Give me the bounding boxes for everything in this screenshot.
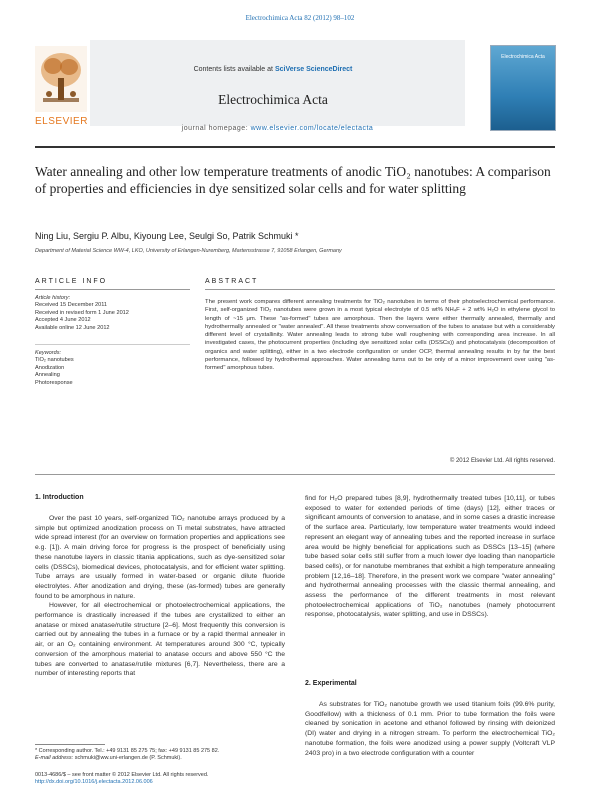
abstract-label: ABSTRACT xyxy=(205,278,259,285)
history-label: Article history: xyxy=(35,295,71,301)
header-divider xyxy=(35,146,555,148)
footnotes xyxy=(35,748,295,762)
history-item: Accepted 4 June 2012 xyxy=(35,317,91,324)
journal-cover xyxy=(490,45,556,131)
keywords-label: Keywords: xyxy=(35,350,62,356)
journal-homepage xyxy=(90,125,465,132)
homepage-link[interactable]: www.elsevier.com/locate/electacta xyxy=(250,125,374,132)
article-affiliation: Department of Material Science WW-4, LKO, University of Erlangen-Nuremberg, Martensstrasse 7, 91058 Erlangen, Germany xyxy=(35,248,342,254)
abstract-rule xyxy=(205,289,555,290)
copyright-notice: © 2012 Elsevier Ltd. All rights reserved. xyxy=(449,458,555,464)
intro-left-column xyxy=(35,514,285,679)
journal-title: Electrochimica Acta xyxy=(218,92,328,107)
experimental-paragraph: As substrates for TiO₂ nanotube growth we used titanium foils (99.6% purity, Goodfellow) with a thickness of 0.1 mm. Prior to tube formation the foils were cleaned by sonication in acetone and ethanol followed by rinsing with deionized (DI) water and drying in a nitrogen stream. To perform the electrochemical TiO₂ nanotube formation, the foils were anodized using a power supply (Voltcraft VLP 2403 pro) in a two electrode configuration with a counter xyxy=(305,701,555,757)
sciencedirect-link[interactable]: SciVerse ScienceDirect xyxy=(274,66,353,73)
intro-paragraph: find for H₂O prepared tubes [8,9], hydrothermally treated tubes [10,11], or tubes exposed to water for extended periods of time (days) [12], either traces or significant amounts of conversion to anatase, and in some cases a drastic increase of the surface area. Particularly, low temperature water treatments would indeed represent an elegant way of annealing tubes and the reported increase in surface area would be highly beneficial for applications such as DSSCs [13–15] (where tube based solar cells still suffer from a much lower dye loading than nanoparticle based cells), or for nanotube membranes that exhibit a high temperature annealing problem [12,16–18]. Therefore, in the present work we compare "water annealing" and hydrothermal annealing processes with the classic thermal annealing, and assess the performance of the different treatments in most relevant photoelectrochemical applications of TiO₂ nanotubes (namely photocurrent response, photocatalysis, water splitting, and use in DSSCs). xyxy=(305,495,555,619)
intro-paragraph: Over the past 10 years, self-organized TiO₂ nanotube arrays produced by a simple but optimized anodization process on Ti metal substrates, have attracted wide spread interest (for an overview on formation properties and applications see e.g. [1]). A main driving force for progress is the prospect of beneficially using these nanotube layers in classic titania applications, such as dye-sensitized solar cells (DSSCs), biomedical devices, photocatalysis, and for efficient water splitting. Tube arrays are usually formed in water-based or organic dilute fluoride electrolytes. After anodization and drying, these (as-formed) tubes are generally found to be amorphous in nature. xyxy=(35,515,285,600)
history-item: Received 15 December 2011 xyxy=(35,302,108,309)
intro-paragraph: However, for all electrochemical or photoelectrochemical applications, the performance is drastically increased if the tubes are crystallized to either an anatase or mixed anatase/rutile structure [2–6]. Most frequently this conversion is carried out by annealing the tubes in a furnace or by a rapid thermal annealer in air, or an O₂ containing environment. At temperatures around 300 °C, typically conversion of the amorphous material to anatase occurs and above 550 °C the tubes are converted to anatase/rutile mixtures [6,7]. Nevertheless, there are a number of interesting reports that xyxy=(35,602,285,678)
elsevier-tree-logo-icon xyxy=(35,46,87,112)
article-info-label: ARTICLE INFO xyxy=(35,278,108,285)
abstract-bottom-rule xyxy=(35,474,555,475)
abstract-text: The present work compares different annealing treatments for TiO₂ nanotubes in terms of their photoelectrochemical performance. First, self-organized TiO₂ nanotubes were grown in a most typical electrolyte of 0.5 wt% NH₄F + 2 wt% H₂O in ethylene glycol to length of ~15 μm. These "as-formed" tubes are amorphous. Then the layers were either thermally annealed, thermally and hydrothermally annealed or "water annealed". All these treatments show conversation of the tubes to anatase but with a considerably different level of crystallinity. Water annealing leads to strong tube wall roughening with corresponding area increase. In all investigated cases, the photocurrent properties (including dye sensitized solar cells (DSSCs)) and photocatalysis (decomposition of organics and water splitting), either in a two electrode configuration or under OCP, thermal annealing results in by far the best performance, followed by hydrothermal approaches. Water annealing turns out to be only of a minor improvement over using "as-formed" amorphous tubes. xyxy=(205,299,555,372)
journal-header xyxy=(35,40,475,137)
intro-heading: 1. Introduction xyxy=(35,494,84,501)
keyword-item: Anodization xyxy=(35,364,65,371)
journal-reference: Electrochimica Acta 82 (2012) 98–102 xyxy=(245,14,355,22)
doi-link[interactable]: http://dx.doi.org/10.1016/j.electacta.2012.06.006 xyxy=(35,779,153,786)
experimental-column xyxy=(305,700,555,758)
corresponding-author: * Corresponding author. Tel.: +49 9131 85 275 75; fax: +49 9131 85 275 82. xyxy=(35,748,220,754)
contents-prefix: Contents lists available at xyxy=(193,66,273,73)
article-authors: Ning Liu, Sergiu P. Albu, Kiyoung Lee, Seulgi So, Patrik Schmuki * xyxy=(35,231,299,241)
issn-line: 0013-4686/$ – see front matter © 2012 Elsevier Ltd. All rights reserved. xyxy=(35,772,209,778)
email-line xyxy=(35,755,295,762)
homepage-prefix: journal homepage: xyxy=(181,125,249,132)
header-band xyxy=(90,40,465,126)
article-info-rule xyxy=(35,289,190,290)
keywords-rule xyxy=(35,344,190,345)
keyword-item: Photoresponse xyxy=(35,379,73,386)
publisher-name: ELSEVIER xyxy=(35,116,88,127)
email-address[interactable]: schmuki@ww.uni-erlangen.de (P. Schmuki). xyxy=(74,755,182,762)
article-history xyxy=(35,295,190,332)
keyword-item: TiO₂ nanotubes xyxy=(35,357,74,364)
email-label: E-mail address: xyxy=(35,755,74,762)
experimental-heading: 2. Experimental xyxy=(305,680,357,687)
contents-line xyxy=(123,66,423,73)
cover-title: Electrochimica Acta xyxy=(501,54,545,60)
intro-right-column xyxy=(305,494,555,620)
history-item: Available online 12 June 2012 xyxy=(35,324,110,331)
issn-doi xyxy=(35,772,335,786)
history-item: Received in revised form 1 June 2012 xyxy=(35,309,129,316)
keywords xyxy=(35,350,190,387)
keyword-item: Annealing xyxy=(35,372,60,379)
article-title: Water annealing and other low temperature treatments of anodic TiO₂ nanotubes: A comparison of properties and efficiencies in dye sensitized solar cells and for water splitting xyxy=(35,164,551,196)
footnote-rule xyxy=(35,744,105,745)
